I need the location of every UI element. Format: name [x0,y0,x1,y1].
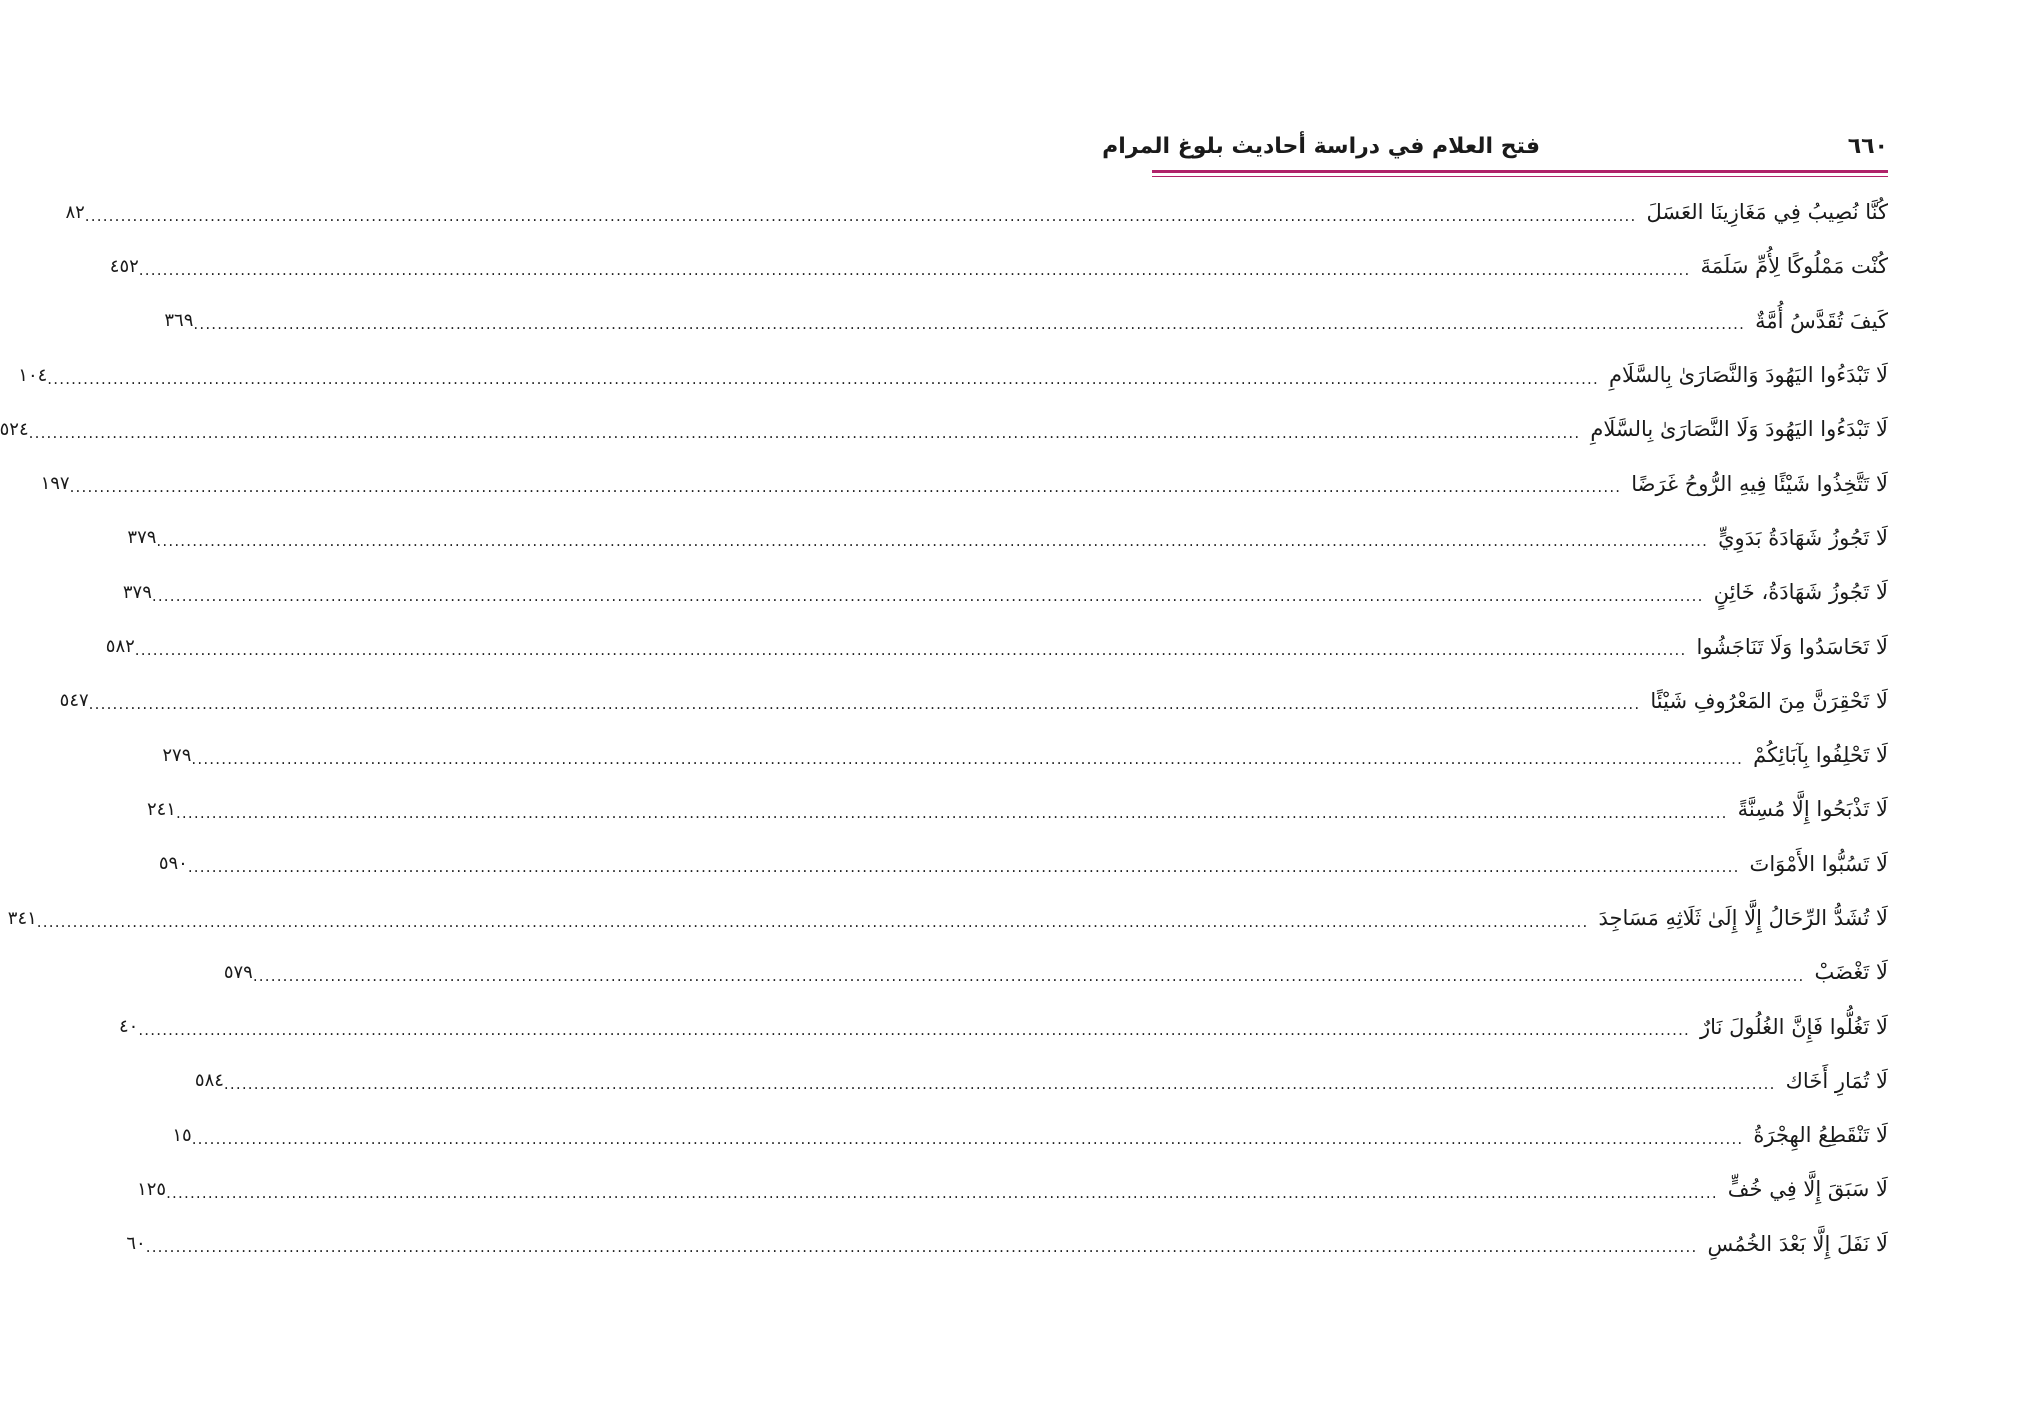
entry-page-number: ١٠٤ [18,364,48,386]
entry-text: لَا تُمَارِ أَخَاك [1785,1068,1888,1093]
dot-leader: .................................................................................................................................................................................................................................................................... [193,315,1746,334]
entry-page-number: ٥٤٧ [59,690,89,712]
dot-leader: .................................................................................................................................................................................................................................................................... [88,695,1641,714]
index-entry [105,619,1888,673]
entry-page-number: ٥٨٤ [194,1070,224,1092]
entry-text: لَا تَذْبَحُوا إِلَّا مُسِنَّةً [1737,797,1888,822]
entry-text: لَا تَبْدَءُوا اليَهُودَ وَلَا النَّصَارَىٰ بِالسَّلَامِ [1590,417,1888,442]
dot-leader: .................................................................................................................................................................................................................................................................... [166,1183,1718,1202]
entry-text: لَا نَفَلَ إِلَّا بَعْدَ الخُمُسِ [1707,1231,1888,1256]
dot-leader: .................................................................................................................................................................................................................................................................... [36,912,1589,931]
entry-text: لَا تَحْقِرَنَّ مِنَ المَعْرُوفِ شَيْئًا [1650,688,1888,713]
index-entry [65,185,1888,239]
dot-leader: .................................................................................................................................................................................................................................................................... [191,1129,1744,1148]
index-entry [127,511,1888,565]
dot-leader: .................................................................................................................................................................................................................................................................... [47,369,1599,388]
dot-leader: .................................................................................................................................................................................................................................................................... [191,749,1744,768]
entry-page-number: ٣٦٩ [164,310,194,332]
page-header [1102,128,1888,168]
hadith-index-list [0,185,1888,1271]
entry-text: كَيفَ تُقَدَّسُ أُمَّةٌ [1755,308,1888,333]
entry-text: لَا تَحْلِفُوا بِآبَائِكُمْ [1753,743,1888,768]
dot-leader: .................................................................................................................................................................................................................................................................... [175,803,1728,822]
entry-text: لَا تَنْقَطِعُ الهِجْرَةُ [1753,1123,1888,1148]
entry-text: لَا تَغُلُّوا فَإِنَّ الغُلُولَ نَارٌ [1700,1014,1888,1039]
entry-text: لَا تَبْدَءُوا اليَهُودَ وَالنَّصَارَىٰ بِالسَّلَامِ [1609,363,1888,388]
book-title: فتح العلام في دراسة أحاديث بلوغ المرام [1102,134,1540,159]
entry-text: لَا تَجُوزُ شَهَادَةُ، خَائِنٍ [1713,580,1888,605]
dot-leader: .................................................................................................................................................................................................................................................................... [84,206,1637,225]
entry-page-number: ٣٧٩ [122,581,152,603]
entry-page-number: ٨٢ [65,201,85,223]
entry-page-number: ٢٤١ [146,798,176,820]
dot-leader: .................................................................................................................................................................................................................................................................... [138,260,1691,279]
entry-page-number: ٥٢٤ [0,418,29,440]
index-entry [118,999,1888,1053]
dot-leader: .................................................................................................................................................................................................................................................................... [151,586,1704,605]
dot-leader: .................................................................................................................................................................................................................................................................... [187,858,1740,877]
header-rule-thin [1152,176,1888,177]
entry-page-number: ٢٧٩ [162,744,192,766]
dot-leader: .................................................................................................................................................................................................................................................................... [145,1238,1698,1257]
entry-text: لَا سَبَقَ إِلَّا فِي خُفٍّ [1727,1177,1888,1202]
index-entry [223,945,1888,999]
entry-text: لَا تَجُوزُ شَهَادَةُ بَدَوِيٍّ [1718,525,1888,550]
dot-leader: .................................................................................................................................................................................................................................................................... [156,532,1709,551]
index-entry [137,1162,1888,1216]
index-entry [194,1054,1888,1108]
entry-page-number: ٥٨٢ [105,636,135,658]
index-entry [126,1217,1888,1271]
dot-leader: .................................................................................................................................................................................................................................................................... [69,478,1622,497]
dot-leader: .................................................................................................................................................................................................................................................................... [134,641,1687,660]
index-entry [164,294,1888,348]
index-entry [109,239,1888,293]
dot-leader: .................................................................................................................................................................................................................................................................... [252,966,1805,985]
entry-page-number: ٣٧٩ [127,527,157,549]
entry-text: كُنْت مَمْلُوكًا لِأُمِّ سَلَمَةَ [1700,254,1888,279]
entry-page-number: ١٢٥ [137,1178,167,1200]
index-entry [172,1108,1888,1162]
entry-page-number: ٤٠ [118,1016,139,1038]
index-entry [122,565,1888,619]
entry-page-number: ٤٥٢ [109,255,139,277]
header-rule-thick [1152,170,1888,173]
index-entry [146,782,1888,836]
index-entry [158,837,1888,891]
index-entry [0,402,1888,456]
index-entry [18,348,1888,402]
entry-page-number: ٥٧٩ [223,961,253,983]
entry-page-number: ١٩٧ [40,473,70,495]
entry-text: لَا تُشَدُّ الرِّحَالُ إِلَّا إِلَىٰ ثَلَاثِهِ مَسَاجِدَ [1598,906,1888,930]
entry-text: كُنَّا نُصِيبُ فِي مَغَازِينَا العَسَلَ [1646,200,1888,225]
entry-text: لَا تَحَاسَدُوا وَلَا تَنَاجَشُوا [1696,634,1888,659]
entry-page-number: ٥٩٠ [158,853,188,875]
entry-page-number: ٦٠ [126,1233,146,1255]
dot-leader: .................................................................................................................................................................................................................................................................... [28,423,1581,442]
index-entry [59,674,1888,728]
dot-leader: .................................................................................................................................................................................................................................................................... [138,1021,1691,1040]
entry-page-number: ١٥ [172,1124,192,1146]
page-number: ٦٦٠ [1847,134,1888,159]
index-entry [162,728,1888,782]
dot-leader: .................................................................................................................................................................................................................................................................... [223,1075,1776,1094]
index-entry [40,456,1888,510]
entry-text: لَا تَغْضَبْ [1814,960,1888,985]
entry-text: لَا تَتَّخِذُوا شَيْئًا فِيهِ الرُّوحُ غَرَضًا [1631,471,1888,496]
entry-page-number: ٣٤١ [7,907,37,929]
entry-text: لَا تَسُبُّوا الأَمْوَاتَ [1749,851,1888,876]
index-entry [7,891,1888,945]
